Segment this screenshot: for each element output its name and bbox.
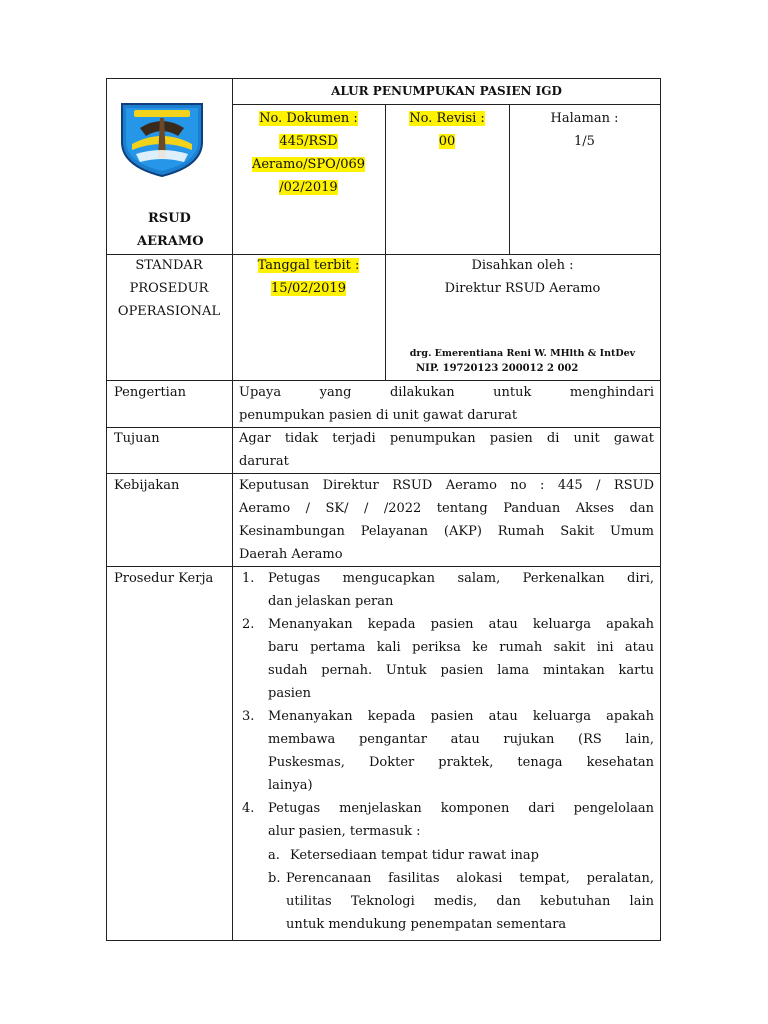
table-border-left (106, 78, 107, 941)
kebijakan-line1: Keputusan Direktur RSUD Aeramo no : 445 / RSUD (239, 478, 654, 493)
institution-name-line1: RSUD (148, 211, 191, 226)
prosedur-item-2-line4: pasien (268, 686, 311, 701)
kebijakan-label: Kebijakan (114, 478, 180, 493)
sop-label-line3: OPERASIONAL (117, 304, 221, 319)
date-label: Tanggal terbit : (257, 258, 360, 273)
table-border-bottom (106, 940, 661, 941)
signer-name: drg. Emerentiana Reni W. MHlth & IntDev (409, 348, 636, 359)
prosedur-item-3-line3: Puskesmas, Dokter praktek, tenaga kesehatan (268, 755, 654, 770)
doc-number-line3: /02/2019 (279, 180, 338, 195)
prosedur-item-3-number: 3. (242, 709, 255, 724)
revision-label: No. Revisi : (409, 111, 485, 126)
sub-item-b-letter: b. (268, 871, 281, 886)
sop-label-line2: PROSEDUR (129, 281, 209, 296)
kebijakan-line3: Kesinambungan Pelayanan (AKP) Rumah Sakit Umum (239, 524, 654, 539)
prosedur-item-1-line1: Petugas mengucapkan salam, Perkenalkan diri, (268, 571, 654, 586)
tujuan-line1: Agar tidak terjadi penumpukan pasien di unit gawat (239, 431, 654, 446)
institution-name-line2: AERAMO (137, 234, 204, 249)
document-title: ALUR PENUMPUKAN PASIEN IGD (331, 84, 562, 98)
tujuan-label: Tujuan (114, 431, 160, 446)
pengertian-label: Pengertian (114, 385, 186, 400)
pengertian-line1: Upaya yang dilakukan untuk menghindari (239, 385, 654, 400)
prosedur-item-2-line3: sudah pernah. Untuk pasien lama mintakan kartu (268, 663, 654, 678)
pengertian-line2: penumpukan pasien di unit gawat darurat (239, 408, 518, 423)
prosedur-item-2-line1: Menanyakan kepada pasien atau keluarga apakah (268, 617, 654, 632)
prosedur-item-2-line2: baru pertama kali periksa ke rumah sakit ini atau (268, 640, 654, 655)
revision-value: 00 (438, 134, 456, 149)
approved-by: Direktur RSUD Aeramo (444, 281, 601, 296)
prosedur-item-2-number: 2. (242, 617, 255, 632)
date-value: 15/02/2019 (271, 281, 346, 296)
sub-item-a-letter: a. (268, 848, 280, 863)
prosedur-item-4-number: 4. (242, 801, 255, 816)
sub-item-b-line2: utilitas Teknologi medis, dan kebutuhan lain (286, 894, 654, 909)
kebijakan-line2: Aeramo / SK/ / /2022 tentang Panduan Akses dan (239, 501, 654, 516)
prosedur-item-4-line2: alur pasien, termasuk : (268, 824, 421, 839)
signer-nip: NIP. 19720123 200012 2 002 (416, 363, 579, 374)
prosedur-item-4-line1: Petugas menjelaskan komponen dari pengelolaan (268, 801, 654, 816)
prosedur-label: Prosedur Kerja (114, 571, 214, 586)
prosedur-item-1-number: 1. (242, 571, 255, 586)
sub-item-b-line3: untuk mendukung penempatan sementara (286, 917, 567, 932)
prosedur-item-1-line2: dan jelaskan peran (268, 594, 394, 609)
doc-number-line1: 445/RSD (279, 134, 338, 149)
approved-label: Disahkan oleh : (471, 258, 574, 273)
doc-number-label: No. Dokumen : (259, 111, 358, 126)
tujuan-line2: darurat (239, 454, 289, 469)
prosedur-item-3-line4: lainya) (268, 778, 313, 793)
sub-item-a-line1: Ketersediaan tempat tidur rawat inap (290, 848, 539, 863)
page-value: 1/5 (574, 134, 595, 149)
sop-label-line1: STANDAR (135, 258, 203, 273)
table-border-right (660, 78, 661, 941)
table-col-divider (232, 78, 233, 941)
table-rule-title (232, 104, 661, 105)
rsud-aeramo-logo (116, 98, 208, 178)
kebijakan-line4: Daerah Aeramo (239, 547, 343, 562)
prosedur-item-3-line1: Menanyakan kepada pasien atau keluarga apakah (268, 709, 654, 724)
table-border-top (106, 78, 661, 79)
sub-item-b-line1: Perencanaan fasilitas alokasi tempat, peralatan, (286, 871, 654, 886)
page-label: Halaman : (550, 111, 619, 126)
prosedur-item-3-line2: membawa pengantar atau rujukan (RS lain, (268, 732, 654, 747)
doc-number-line2: Aeramo/SPO/069 (251, 157, 366, 172)
